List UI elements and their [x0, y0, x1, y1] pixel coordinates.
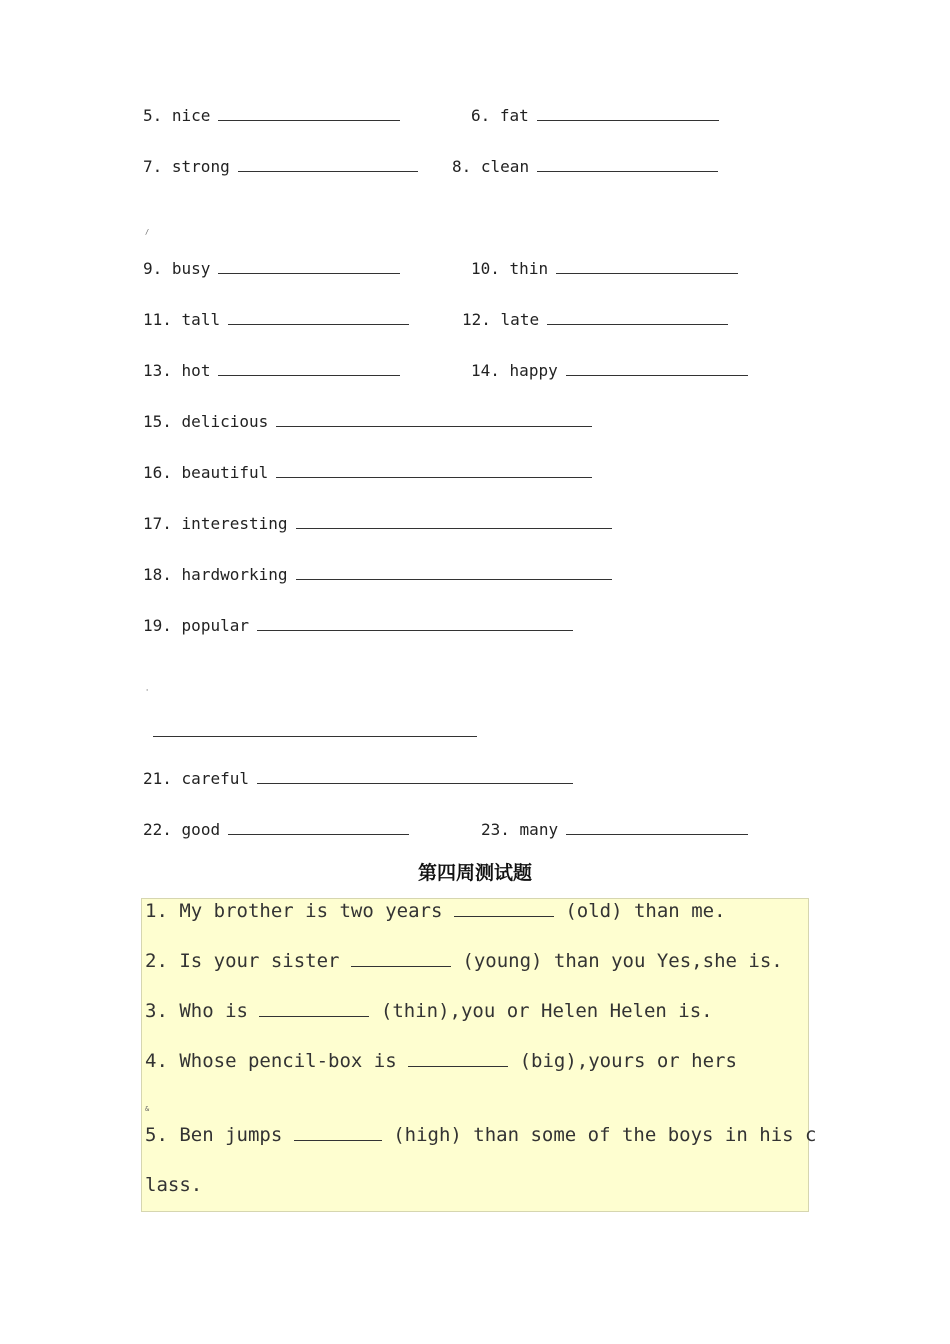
exercise-number: 12. [462, 310, 491, 329]
exercise-number: 15. [143, 412, 172, 431]
exercise-number: 23. [481, 820, 510, 839]
exercise-word: happy [509, 361, 558, 380]
exercise-11 [143, 310, 409, 330]
question-text: (thin),you or Helen Helen is. [380, 1000, 713, 1022]
answer-blank[interactable] [547, 310, 728, 325]
stray-mark: & [145, 1105, 150, 1113]
answer-blank[interactable] [218, 106, 400, 121]
exercise-number: 6. [471, 106, 491, 125]
exercise-15 [143, 412, 592, 432]
answer-blank[interactable] [566, 820, 748, 835]
question-number: 3. [145, 1000, 168, 1022]
exercise-word: hot [181, 361, 211, 380]
answer-blank[interactable] [537, 106, 719, 121]
exercise-number: 5. [143, 106, 163, 125]
exercise-9 [143, 259, 400, 279]
answer-blank[interactable] [228, 310, 409, 325]
exercise-word: strong [171, 157, 230, 176]
answer-blank[interactable] [556, 259, 738, 274]
stray-mark: ' [145, 688, 150, 696]
exercise-23 [481, 820, 748, 840]
exercise-word: delicious [181, 412, 269, 431]
exercise-7 [143, 157, 418, 177]
question-text: (high) than some of the boys in his c [393, 1124, 817, 1146]
answer-blank[interactable] [257, 769, 573, 784]
question-text: (old) than me. [565, 900, 726, 922]
exercise-13 [143, 361, 400, 381]
exercise-14 [471, 361, 748, 381]
question-text: Is your sister [179, 950, 340, 972]
answer-blank[interactable] [296, 514, 612, 529]
exercise-number: 9. [143, 259, 163, 278]
quiz-box [141, 898, 817, 1212]
exercise-word: beautiful [181, 463, 269, 482]
stray-mark: / [145, 228, 150, 236]
exercise-16 [143, 463, 592, 483]
quiz-question-1 [145, 899, 726, 923]
question-text: Who is [179, 1000, 248, 1022]
exercise-word: nice [171, 106, 211, 125]
exercise-8 [452, 157, 718, 177]
quiz-question-2 [145, 949, 783, 973]
exercise-word: popular [181, 616, 249, 635]
answer-blank[interactable] [454, 900, 554, 917]
exercise-word: many [519, 820, 559, 839]
exercise-number: 14. [471, 361, 500, 380]
answer-blank[interactable] [276, 463, 592, 478]
question-number: 5. [145, 1124, 168, 1146]
answer-blank[interactable] [296, 565, 612, 580]
question-text: Whose pencil-box is [179, 1050, 397, 1072]
exercise-number: 17. [143, 514, 172, 533]
answer-blank[interactable] [228, 820, 409, 835]
exercise-word: thin [509, 259, 549, 278]
exercise-word: good [181, 820, 221, 839]
answer-blank[interactable] [408, 1050, 508, 1067]
answer-blank[interactable] [351, 950, 451, 967]
exercise-word: fat [499, 106, 529, 125]
quiz-question-4 [145, 1049, 737, 1073]
question-number: 1. [145, 900, 168, 922]
quiz-title: 第四周测试题 [417, 862, 532, 884]
exercise-18 [143, 565, 612, 585]
question-text: My brother is two years [179, 900, 443, 922]
question-number: 4. [145, 1050, 168, 1072]
question-number: 2. [145, 950, 168, 972]
exercise-number: 18. [143, 565, 172, 584]
answer-blank[interactable] [276, 412, 592, 427]
exercise-word: hardworking [181, 565, 288, 584]
quiz-question-5 [145, 1123, 816, 1147]
exercise-word: late [500, 310, 540, 329]
exercise-number: 16. [143, 463, 172, 482]
exercise-word: busy [171, 259, 211, 278]
exercise-12 [462, 310, 728, 330]
answer-blank[interactable] [259, 1000, 369, 1017]
exercise-21 [143, 769, 573, 789]
exercise-22 [143, 820, 409, 840]
question-text: (young) than you Yes,she is. [462, 950, 783, 972]
answer-blank[interactable] [294, 1124, 382, 1141]
exercise-word: interesting [181, 514, 288, 533]
question-text: (big),yours or hers [519, 1050, 737, 1072]
exercise-number: 8. [452, 157, 472, 176]
exercise-number: 19. [143, 616, 172, 635]
answer-blank[interactable] [153, 722, 477, 737]
exercise-number: 11. [143, 310, 172, 329]
quiz-question-5-continued: lass. [145, 1174, 203, 1196]
answer-blank[interactable] [566, 361, 748, 376]
answer-blank[interactable] [238, 157, 418, 172]
exercise-word: tall [181, 310, 221, 329]
question-text: Ben jumps [179, 1124, 283, 1146]
exercise-10 [471, 259, 738, 279]
exercise-number: 10. [471, 259, 500, 278]
quiz-question-3 [145, 999, 713, 1023]
answer-blank[interactable] [257, 616, 573, 631]
exercise-6 [471, 106, 719, 126]
exercise-number: 21. [143, 769, 172, 788]
answer-blank[interactable] [537, 157, 718, 172]
answer-blank[interactable] [218, 361, 400, 376]
exercise-word: careful [181, 769, 249, 788]
exercise-5 [143, 106, 400, 126]
answer-blank[interactable] [218, 259, 400, 274]
exercise-word: clean [480, 157, 530, 176]
exercise-17 [143, 514, 612, 534]
exercise-number: 13. [143, 361, 172, 380]
exercise-number: 7. [143, 157, 163, 176]
exercise-number: 22. [143, 820, 172, 839]
exercise-19 [143, 616, 573, 636]
